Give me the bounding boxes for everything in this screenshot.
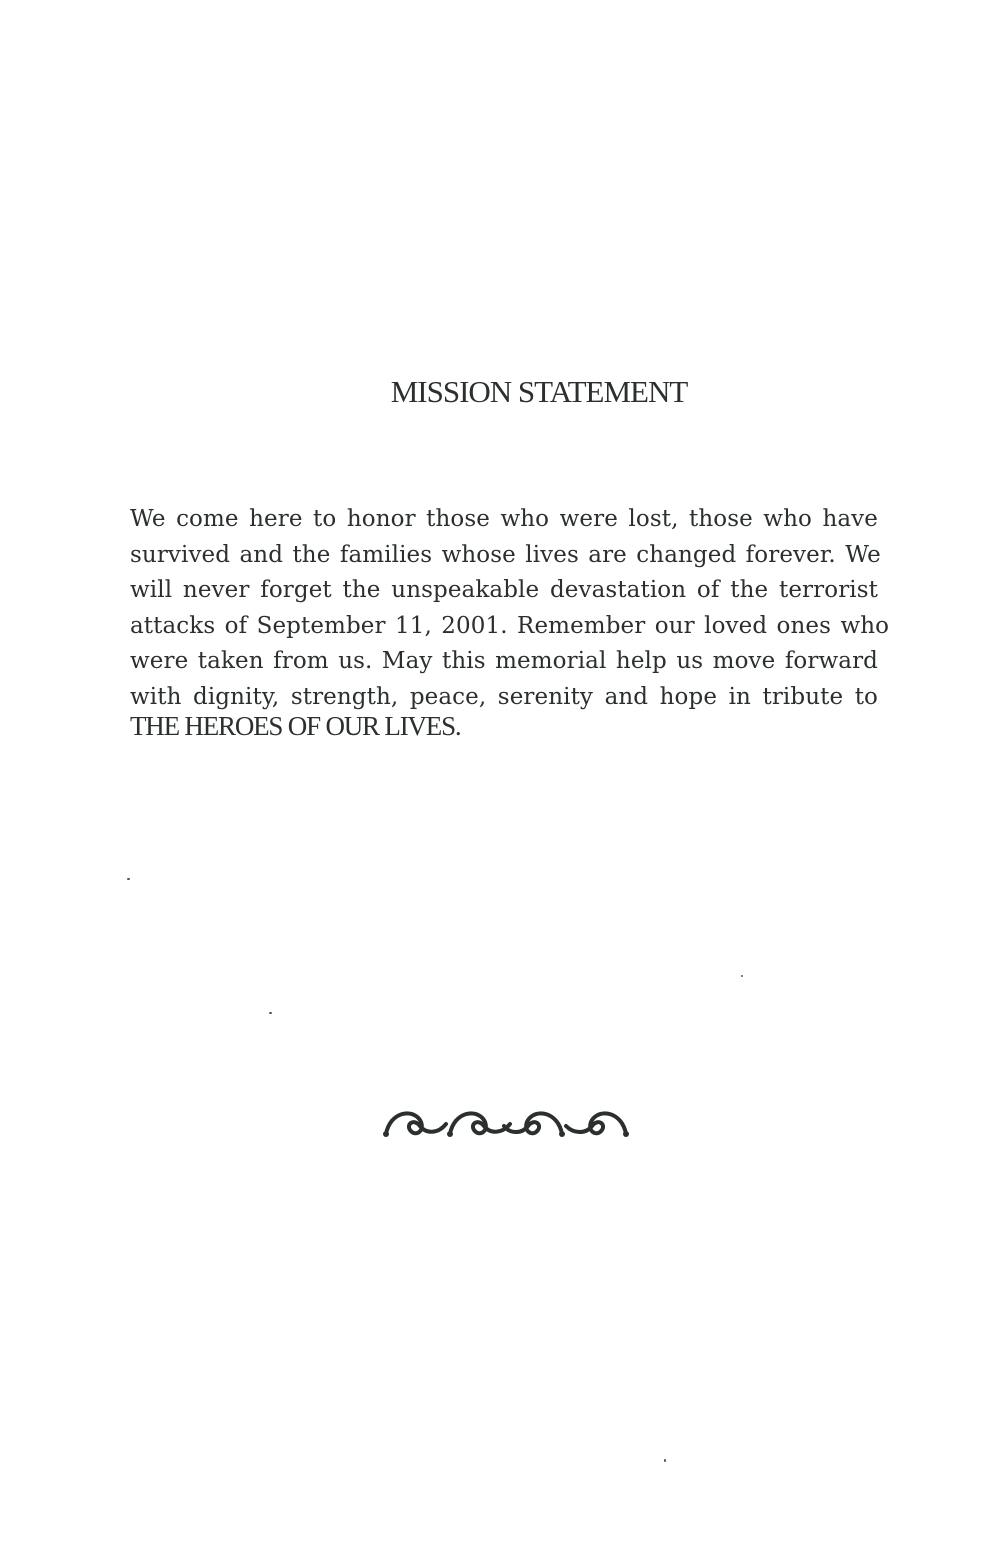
mission-statement-body <box>130 502 890 715</box>
scan-speck <box>741 975 743 977</box>
body-line: will never forget the unspeakable devastation of the terrorist <box>130 577 878 603</box>
body-line: attacks of September 11, 2001. Remember our loved ones who <box>130 612 890 639</box>
scan-speck <box>664 1459 666 1462</box>
body-line: were taken from us. May this memorial help us move forward <box>130 648 878 674</box>
body-line: survived and the families whose lives are changed forever. We <box>130 541 881 568</box>
closing-line: THE HEROES OF OUR LIVES. <box>130 711 461 741</box>
body-line: We come here to honor those who were lost, those who have <box>130 506 878 532</box>
scan-speck <box>127 878 130 880</box>
scroll-flourish-icon <box>380 1100 632 1146</box>
scan-speck <box>269 1012 272 1014</box>
page-title: MISSION STATEMENT <box>390 374 688 409</box>
body-line: with dignity, strength, peace, serenity and hope in tribute to <box>130 683 878 710</box>
